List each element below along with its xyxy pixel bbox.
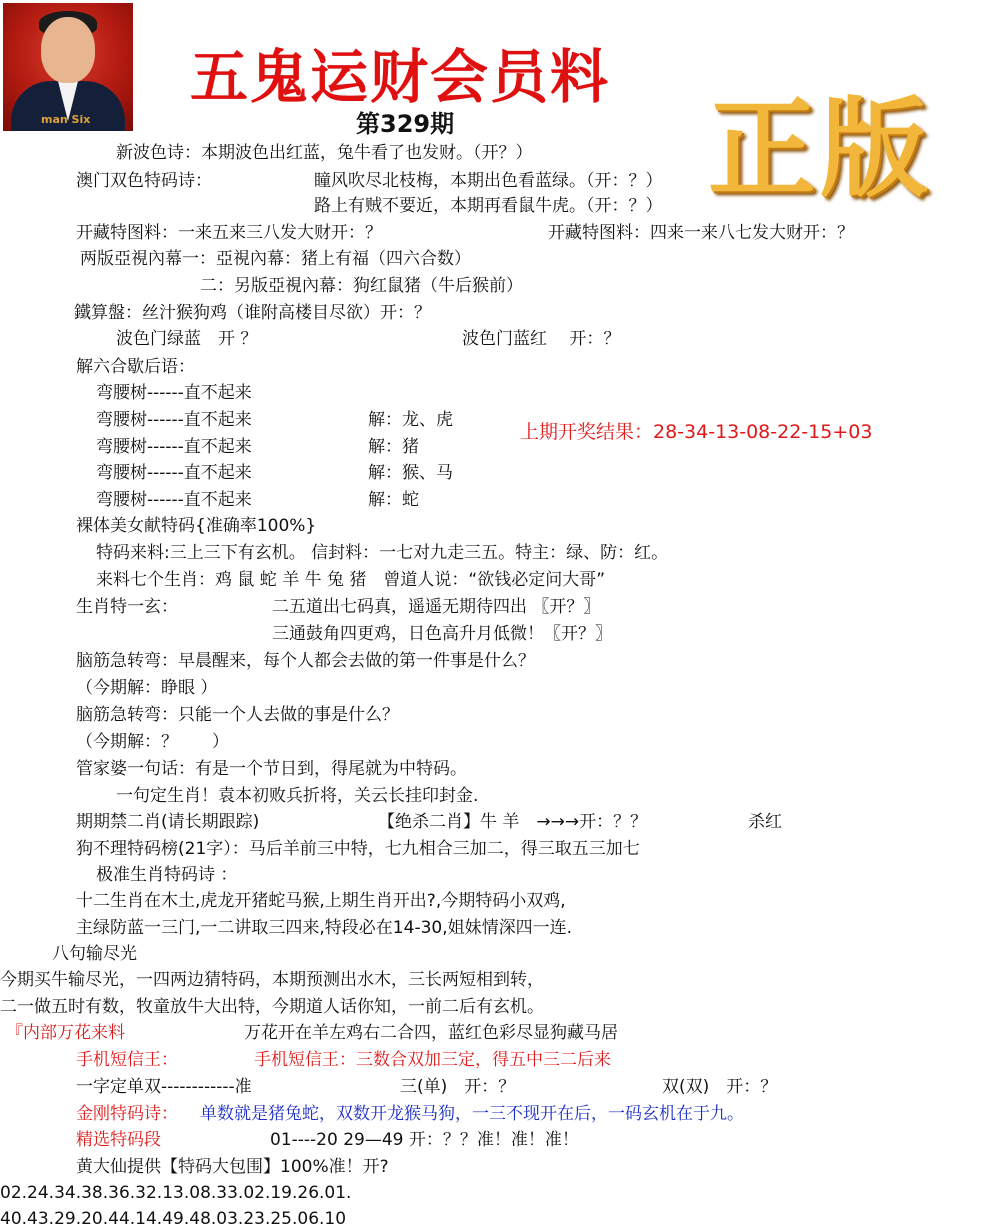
line-accurate-zodiac-poem-1: 十二生肖在木土,虎龙开猪蛇马猴,上期生肖开出?,今期特码小双鸡, bbox=[76, 891, 566, 911]
line-zodiac-mystery-2: 三通鼓角四更鸡，日色高升月低微！〖开？〗 bbox=[272, 624, 612, 644]
line-odd-value: 三(单) 开：？ bbox=[400, 1077, 516, 1097]
line-riddle-2-answer: 解：龙、虎 bbox=[368, 410, 453, 430]
line-riddle-3-answer: 解：猪 bbox=[368, 437, 419, 457]
line-riddle-heading: 解六合歇后语： bbox=[76, 357, 195, 377]
line-wave-door-a: 波色门绿蓝 开 ？ bbox=[116, 329, 258, 349]
line-atv-insider-2: 二：另版亞視內幕：狗红鼠猪（牛后猴前） bbox=[200, 276, 523, 296]
line-brain-teaser-2: 脑筋急转弯：只能一个人去做的事是什么？ bbox=[76, 705, 399, 725]
line-macau-poem-1: 瞳风吹尽北枝梅，本期出色看蓝绿。（开：？） bbox=[314, 171, 663, 191]
line-accurate-zodiac-poem-title: 极准生肖特码诗 ： bbox=[96, 865, 238, 885]
line-riddle-5-answer: 解：蛇 bbox=[368, 490, 419, 510]
issue-number: 第329期 bbox=[356, 110, 455, 138]
zhengban-stamp: 正版 bbox=[708, 86, 933, 212]
line-one-zodiac: 一句定生肖！袁本初败兵折将，关云长挂印封金. bbox=[116, 786, 479, 806]
line-eight-sentences-1: 今期买牛输尽光，一四两边猜特码，本期预测出水木，三长两短相到转， bbox=[0, 970, 544, 990]
line-tibet-chart-b: 开藏特图料：四来一来八七发大财开：？ bbox=[548, 223, 854, 243]
line-kill-red: 杀红 bbox=[748, 812, 782, 832]
page-title: 五鬼运财会员料 bbox=[190, 43, 611, 111]
line-zodiac-mystery-1: 二五道出七码真，遥遥无期待四出 〖开？〗 bbox=[272, 597, 601, 617]
line-riddle-1: 弯腰树------直不起来 bbox=[96, 383, 252, 403]
line-wave-color-poem: 新波色诗：本期波色出红蓝，兔牛看了也发财。（开？） bbox=[116, 143, 533, 163]
line-atv-insider-1: 两版亞視內幕一：亞視內幕：猪上有福（四六合数） bbox=[80, 249, 471, 269]
portrait-watermark: man Six bbox=[41, 113, 91, 126]
last-draw-result: 上期开奖结果：28-34-13-08-22-15+03 bbox=[520, 421, 873, 443]
line-goubuli-board: 狗不理特码榜(21字）：马后羊前三中特，七九相合三加二，得三取五三加七 bbox=[76, 839, 640, 859]
line-internal-flower-label: 『内部万花来料 bbox=[6, 1023, 125, 1043]
line-number-list-1: 02.24.34.38.36.32.13.08.33.02.19.26.01. bbox=[0, 1183, 352, 1203]
line-riddle-4: 弯腰树------直不起来 bbox=[96, 463, 252, 483]
line-riddle-2: 弯腰树------直不起来 bbox=[96, 410, 252, 430]
line-eight-sentences-2: 二一做五时有数，牧童放牛大出特，今期道人话你知，一前二后有玄机。 bbox=[0, 997, 544, 1017]
line-accurate-zodiac-poem-2: 主绿防蓝一三门,一二讲取三四来,特段必在14-30,姐妹情深四一连. bbox=[76, 918, 573, 938]
line-number-list-2: 40.43.29.20.44.14.49.48.03.23.25.06.10 bbox=[0, 1209, 347, 1229]
line-tibet-chart-a: 开藏特图料：一来五来三八发大财开：？ bbox=[76, 223, 382, 243]
line-riddle-4-answer: 解：猴、马 bbox=[368, 463, 453, 483]
line-wong-tai-sin: 黄大仙提供【特码大包围】100%准！开? bbox=[76, 1157, 389, 1177]
line-odd-even: 一字定单双------------准 bbox=[76, 1077, 252, 1097]
line-macau-poem-label: 澳门双色特码诗： bbox=[76, 171, 212, 191]
line-even-value: 双(双) 开：？ bbox=[662, 1077, 778, 1097]
line-wave-door-b: 波色门蓝红 开：？ bbox=[462, 329, 621, 349]
line-abacus: 鐵算盤：丝汁猴狗鸡（谁附高楼目尽欲）开：？ bbox=[74, 303, 431, 323]
line-eight-sentences-title: 八句输尽光 bbox=[52, 944, 137, 964]
line-special-code-source: 特码来料:三上三下有玄机。 信封料：一七对九走三五。特主：绿、防：红。 bbox=[96, 543, 669, 563]
line-macau-poem-2: 路上有贼不要近，本期再看鼠牛虎。（开：？） bbox=[314, 196, 663, 216]
portrait-photo bbox=[3, 3, 133, 131]
line-sms-king-label: 手机短信王： bbox=[76, 1050, 178, 1070]
line-brain-teaser-2-answer: （今期解：？ ） bbox=[76, 732, 229, 752]
line-seven-zodiacs: 来料七个生肖：鸡 鼠 蛇 羊 牛 兔 猪 曾道人说：“欲钱必定问大哥” bbox=[96, 570, 606, 590]
line-brain-teaser-1-answer: （今期解：睁眼 ） bbox=[76, 678, 218, 698]
line-riddle-5: 弯腰树------直不起来 bbox=[96, 490, 252, 510]
line-selected-range-values: 01----20 29—49 开：？？准！准！准！ bbox=[270, 1130, 579, 1150]
line-banned-two-values: 【绝杀二肖】牛 羊 →→→开：？？ bbox=[378, 812, 648, 832]
line-sms-king-text: 手机短信王：三数合双加三定，得五中三二后来 bbox=[254, 1050, 611, 1070]
line-selected-range-label: 精选特码段 bbox=[76, 1130, 161, 1150]
line-housekeeper-saying: 管家婆一句话：有是一个节日到，得尾就为中特码。 bbox=[76, 759, 467, 779]
line-special-code-accuracy: 裸体美女献特码{准确率100%} bbox=[76, 516, 317, 536]
line-zodiac-mystery-label: 生肖特一玄： bbox=[76, 597, 178, 617]
line-vajra-poem-text: 单数就是猪兔蛇，双数开龙猴马狗，一三不现开在后，一码玄机在于九。 bbox=[200, 1104, 744, 1124]
portrait-face bbox=[41, 17, 95, 83]
line-internal-flower-text: 万花开在羊左鸡右二合四，蓝红色彩尽显狗藏马居 bbox=[244, 1023, 618, 1043]
line-vajra-poem-label: 金刚特码诗： bbox=[76, 1104, 178, 1124]
line-banned-two-label: 期期禁二肖(请长期跟踪) bbox=[76, 812, 260, 832]
line-brain-teaser-1: 脑筋急转弯：早晨醒来，每个人都会去做的第一件事是什么？ bbox=[76, 651, 535, 671]
line-riddle-3: 弯腰树------直不起来 bbox=[96, 437, 252, 457]
